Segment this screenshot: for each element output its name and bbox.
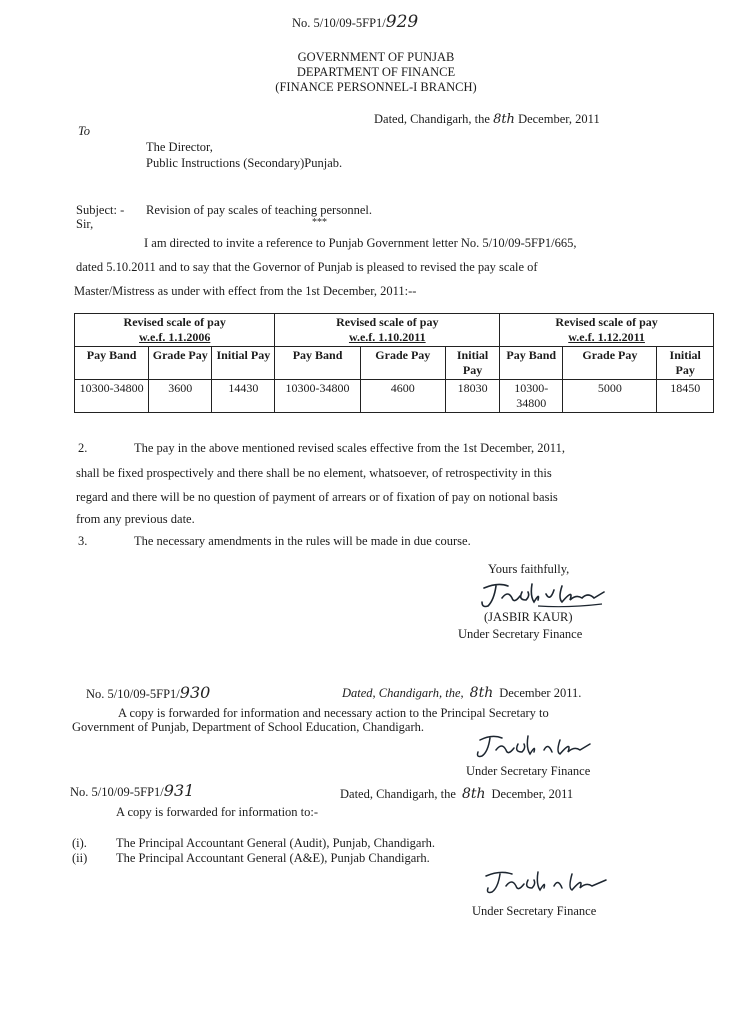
table-group-header [275,314,500,347]
column-header: Pay Band [275,347,360,380]
copy1-designation: Under Secretary Finance [466,764,591,778]
para2-line1: The pay in the above mentioned revised scales effective from the 1st December, 2011, [134,441,565,455]
table-cell: 3600 [149,380,212,413]
table-cell: 5000 [563,380,657,413]
group-wef: w.e.f. 1.10.2011 [348,330,426,344]
addressee [146,139,342,171]
to-label: To [78,124,91,138]
copy2-signature-drawing [482,868,612,898]
group-title: Revised scale of pay [336,315,439,329]
column-header: Pay Band [500,347,563,380]
table-cell: 10300-34800 [275,380,360,413]
signatory-designation: Under Secretary Finance [458,627,583,641]
table-group-header-row [75,314,714,347]
table-column-header-row [75,347,714,380]
copy2-signature [482,868,612,898]
letterhead [200,50,552,95]
table-cell: 18450 [657,380,714,413]
copy2-item-number: (ii) [72,851,88,865]
copy2-date-day: 8th [461,786,486,802]
copy1-date-prefix: Dated, Chandigarh, the, [342,686,464,700]
copy1-date-suffix: December 2011. [499,686,582,700]
subject-stars: *** [312,217,327,228]
copy2-ref-handwritten: 931 [163,781,195,800]
para2-line4: from any previous date. [76,512,195,526]
table-cell: 14430 [212,380,275,413]
table-group-header [500,314,714,347]
column-header: Grade Pay [149,347,212,380]
para3-number: 3. [78,534,88,548]
signatory-name: (JASBIR KAUR) [484,610,573,624]
copy1-signature [474,732,594,762]
pay-scale-table [74,313,714,413]
subject-text: Revision of pay scales of teaching personnel. [146,203,372,217]
signature-drawing [478,578,608,612]
group-wef: w.e.f. 1.12.2011 [568,330,645,344]
addressee-office: Public Instructions (Secondary)Punjab. [146,156,343,170]
para2-line3: regard and there will be no question of payment of arrears or of fixation of pay on notional basis [76,490,558,504]
signature [478,578,608,612]
group-title: Revised scale of pay [555,315,658,329]
copy2-designation: Under Secretary Finance [472,904,597,918]
column-header: Initial Pay [212,347,275,380]
addressee-title: The Director, [146,140,213,154]
letterhead-branch: (FINANCE PERSONNEL-I BRANCH) [275,80,477,94]
column-header: Grade Pay [360,347,445,380]
table-cell: 10300-34800 [75,380,149,413]
reference-number [292,12,418,32]
copy2-date [340,786,573,802]
copy1-ref-printed: No. 5/10/09-5FP1/ [86,687,180,701]
copy1-signature-drawing [474,732,594,762]
copy1-reference [86,683,210,702]
date-suffix: December, 2011 [514,112,600,126]
column-header: Initial Pay [657,347,714,380]
para1-line1: I am directed to invite a reference to Punjab Government letter No. 5/10/09-5FP1/665, [144,236,577,250]
reference-number-handwritten: 929 [385,12,419,32]
letterhead-government: GOVERNMENT OF PUNJAB [297,50,455,64]
column-header: Pay Band [75,347,149,380]
table-row [75,380,714,413]
copy1-line2: Government of Punjab, Department of School Education, Chandigarh. [72,720,425,734]
copy1-line1: A copy is forwarded for information and necessary action to the Principal Secretary to [118,706,549,720]
table-cell: 18030 [445,380,499,413]
group-title: Revised scale of pay [123,315,226,329]
column-header: Initial Pay [445,347,499,380]
para1-line2: dated 5.10.2011 and to say that the Governor of Punjab is pleased to revised the pay scale of [76,260,538,274]
para3-text: The necessary amendments in the rules will be made in due course. [134,534,471,548]
table-cell: 4600 [360,380,445,413]
salutation: Sir, [76,217,94,231]
copy1-date [342,685,581,701]
copy2-date-prefix: Dated, Chandigarh, the [340,787,456,801]
para2-number: 2. [78,441,88,455]
table-cell: 10300-34800 [500,380,563,413]
copy2-item-number: (i). [72,836,87,850]
closing-yours: Yours faithfully, [488,562,570,576]
date-prefix: Dated, Chandigarh, the [374,112,494,126]
table-group-header [75,314,275,347]
para2-line2: shall be fixed prospectively and there shall be no element, whatsoever, of retrospectivity in this [76,466,552,480]
copy2-date-suffix: December, 2011 [491,787,574,801]
date-day-handwritten: 8th [493,112,515,127]
copy2-ref-printed: No. 5/10/09-5FP1/ [70,785,164,799]
copy2-intro: A copy is forwarded for information to:- [116,805,319,819]
copy2-reference [70,781,194,800]
para1-line3: Master/Mistress as under with effect from the 1st December, 2011:-- [74,284,417,298]
copy1-ref-handwritten: 930 [179,683,211,702]
column-header: Grade Pay [563,347,657,380]
reference-number-printed: No. 5/10/09-5FP1/ [292,16,386,30]
subject-label: Subject: - [76,203,125,217]
group-wef: w.e.f. 1.1.2006 [139,330,211,344]
copy2-item-text: The Principal Accountant General (Audit), Punjab, Chandigarh. [116,836,436,850]
letterhead-department: DEPARTMENT OF FINANCE [296,65,456,79]
date-line [374,112,600,127]
copy1-date-day: 8th [469,685,494,701]
copy2-item-text: The Principal Accountant General (A&E), Punjab Chandigarh. [116,851,430,865]
